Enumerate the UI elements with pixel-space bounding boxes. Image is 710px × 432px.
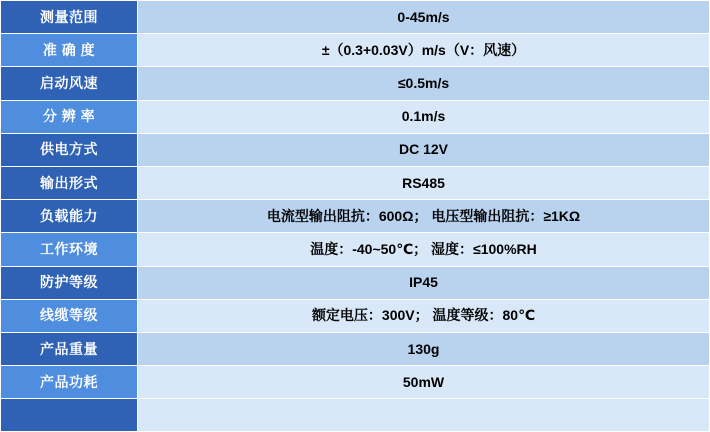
table-body [1, 1, 710, 432]
row-label [1, 399, 138, 432]
row-label: 线缆等级 [1, 299, 138, 332]
table-row [1, 366, 710, 399]
row-value: DC 12V [138, 133, 710, 166]
row-value: 额定电压：300V； 温度等级：80℃ [138, 299, 710, 332]
row-label: 供电方式 [1, 133, 138, 166]
row-value: 电流型输出阻抗：600Ω； 电压型输出阻抗：≥1KΩ [138, 200, 710, 233]
table-row [1, 266, 710, 299]
row-value: 0.1m/s [138, 100, 710, 133]
table-row-empty [1, 399, 710, 432]
table-row [1, 34, 710, 67]
table-row [1, 200, 710, 233]
row-label: 负载能力 [1, 200, 138, 233]
row-label: 防护等级 [1, 266, 138, 299]
table-row [1, 100, 710, 133]
row-label: 测量范围 [1, 1, 138, 34]
table-row [1, 1, 710, 34]
row-label: 启动风速 [1, 67, 138, 100]
row-label: 准 确 度 [1, 34, 138, 67]
row-value: ±（0.3+0.03V）m/s（V：风速） [138, 34, 710, 67]
row-value: ≤0.5m/s [138, 67, 710, 100]
row-label: 分 辨 率 [1, 100, 138, 133]
table-row [1, 332, 710, 365]
table-row [1, 233, 710, 266]
row-value: IP45 [138, 266, 710, 299]
row-label: 产品功耗 [1, 366, 138, 399]
row-value: 50mW [138, 366, 710, 399]
row-value: 130g [138, 332, 710, 365]
table-row [1, 166, 710, 199]
table-row [1, 299, 710, 332]
row-label: 工作环境 [1, 233, 138, 266]
row-value: RS485 [138, 166, 710, 199]
table-row [1, 67, 710, 100]
row-value: 0-45m/s [138, 1, 710, 34]
row-value: 温度：-40~50℃； 湿度：≤100%RH [138, 233, 710, 266]
table-row [1, 133, 710, 166]
row-label: 输出形式 [1, 166, 138, 199]
row-label: 产品重量 [1, 332, 138, 365]
row-value [138, 399, 710, 432]
